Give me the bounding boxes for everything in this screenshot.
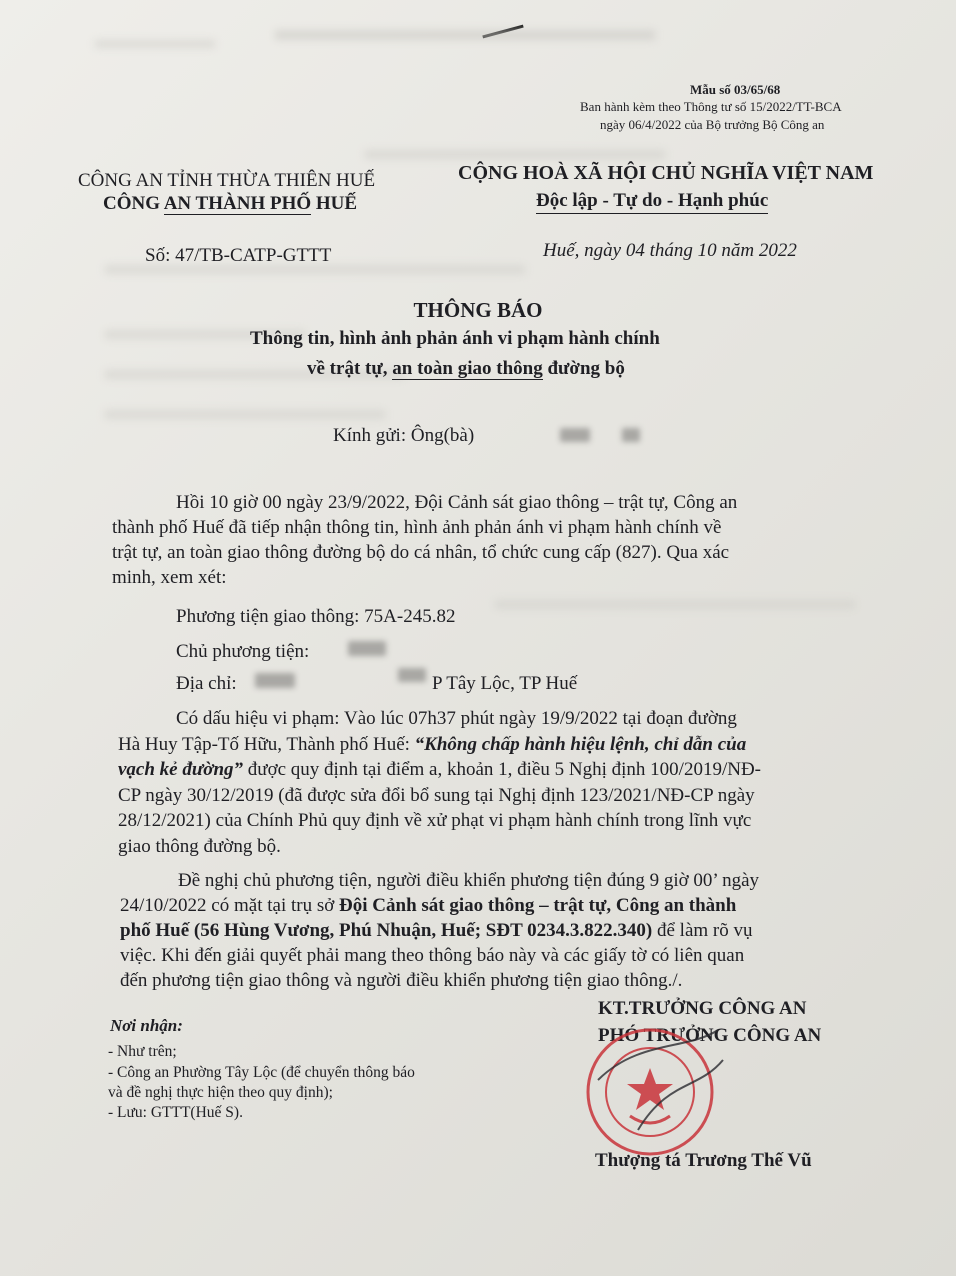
document-number: Số: 47/TB-CATP-GTTT bbox=[145, 245, 332, 266]
redacted-address bbox=[255, 673, 295, 688]
vehicle-owner: Chủ phương tiện: bbox=[176, 641, 310, 662]
owner-address: Địa chỉ: bbox=[176, 673, 237, 694]
request-line: đến phương tiện giao thông và người điều khiển phương tiện giao thông./. bbox=[120, 970, 683, 991]
recipient-item: - Như trên; bbox=[108, 1043, 177, 1060]
violation-line: Hà Huy Tập-Tố Hữu, Thành phố Huế: “Không chấp hành hiệu lệnh, chỉ dẫn của bbox=[118, 734, 747, 755]
owner-address-ward: P Tây Lộc, TP Huế bbox=[432, 673, 578, 694]
document-title: THÔNG BÁO bbox=[413, 298, 543, 322]
form-issuance-date: ngày 06/4/2022 của Bộ trưởng Bộ Công an bbox=[600, 117, 825, 132]
parent-agency: CÔNG AN TỈNH THỪA THIÊN HUẾ bbox=[78, 170, 376, 191]
request-paragraph: Đề nghị chủ phương tiện, người điều khiển phương tiện đúng 9 giờ 00’ ngày bbox=[178, 870, 760, 891]
form-issuance-line: Ban hành kèm theo Thông tư số 15/2022/TT-BCA bbox=[580, 99, 842, 114]
national-motto: Độc lập - Tự do - Hạnh phúc bbox=[536, 190, 768, 214]
recipients-title: Nơi nhận: bbox=[110, 1016, 183, 1035]
redacted-address-part bbox=[398, 668, 426, 682]
seal-star-icon bbox=[627, 1068, 673, 1110]
redacted-name-part bbox=[622, 428, 640, 442]
request-line: 24/10/2022 có mặt tại trụ sở Đội Cảnh sát giao thông – trật tự, Công an thành bbox=[120, 895, 737, 916]
recipient-item: - Công an Phường Tây Lộc (để chuyển thông báo bbox=[108, 1064, 415, 1081]
request-line: việc. Khi đến giải quyết phải mang theo thông báo này và các giấy tờ có liên quan bbox=[120, 945, 745, 966]
national-title: CỘNG HOÀ XÃ HỘI CHỦ NGHĨA VIỆT NAM bbox=[458, 162, 874, 184]
document-subtitle-line1: Thông tin, hình ảnh phản ánh vi phạm hành chính bbox=[250, 328, 660, 349]
violation-line: giao thông đường bộ. bbox=[118, 836, 281, 857]
form-number: Mẫu số 03/65/68 bbox=[690, 82, 781, 97]
document-subtitle-line2: về trật tự, an toàn giao thông đường bộ bbox=[307, 358, 625, 379]
paragraph-intro-line: thành phố Huế đã tiếp nhận thông tin, hình ảnh phản ánh vi phạm hành chính về bbox=[112, 517, 722, 538]
signature-title: PHÓ TRƯỞNG CÔNG AN bbox=[598, 1025, 822, 1046]
redacted-owner bbox=[348, 641, 386, 656]
violation-line: CP ngày 30/12/2019 (đã được sửa đổi bổ sung tại Nghị định 123/2021/NĐ-CP ngày bbox=[118, 785, 755, 806]
redacted-name bbox=[560, 428, 590, 442]
violation-description: Có dấu hiệu vi phạm: Vào lúc 07h37 phút ngày 19/9/2022 tại đoạn đường bbox=[176, 708, 737, 729]
signer-name: Thượng tá Trương Thế Vũ bbox=[595, 1150, 812, 1171]
recipient-item: - Lưu: GTTT(Huế S). bbox=[108, 1104, 243, 1121]
paragraph-intro: Hồi 10 giờ 00 ngày 23/9/2022, Đội Cảnh sát giao thông – trật tự, Công an bbox=[176, 492, 738, 513]
vehicle-plate: Phương tiện giao thông: 75A-245.82 bbox=[176, 606, 456, 627]
recipient-item: và đề nghị thực hiện theo quy định); bbox=[108, 1084, 333, 1101]
violation-line: vạch kẻ đường” được quy định tại điểm a, khoản 1, điều 5 Nghị định 100/2019/NĐ- bbox=[118, 759, 761, 780]
signature-authority: KT.TRƯỞNG CÔNG AN bbox=[598, 998, 807, 1019]
official-seal bbox=[578, 1020, 728, 1160]
request-line: phố Huế (56 Hùng Vương, Phú Nhuận, Huế; SĐT 0234.3.822.340) để làm rõ vụ bbox=[120, 920, 753, 941]
paragraph-intro-line: minh, xem xét: bbox=[112, 567, 227, 588]
salutation: Kính gửi: Ông(bà) bbox=[333, 425, 475, 446]
issuing-agency: CÔNG AN THÀNH PHỐ HUẾ bbox=[103, 193, 358, 214]
paragraph-intro-line: trật tự, an toàn giao thông đường bộ do cá nhân, tổ chức cung cấp (827). Qua xác bbox=[112, 542, 730, 563]
violation-line: 28/12/2021) của Chính Phủ quy định về xử phạt vi phạm hành chính trong lĩnh vực bbox=[118, 810, 752, 831]
place-and-date: Huế, ngày 04 tháng 10 năm 2022 bbox=[543, 240, 797, 261]
